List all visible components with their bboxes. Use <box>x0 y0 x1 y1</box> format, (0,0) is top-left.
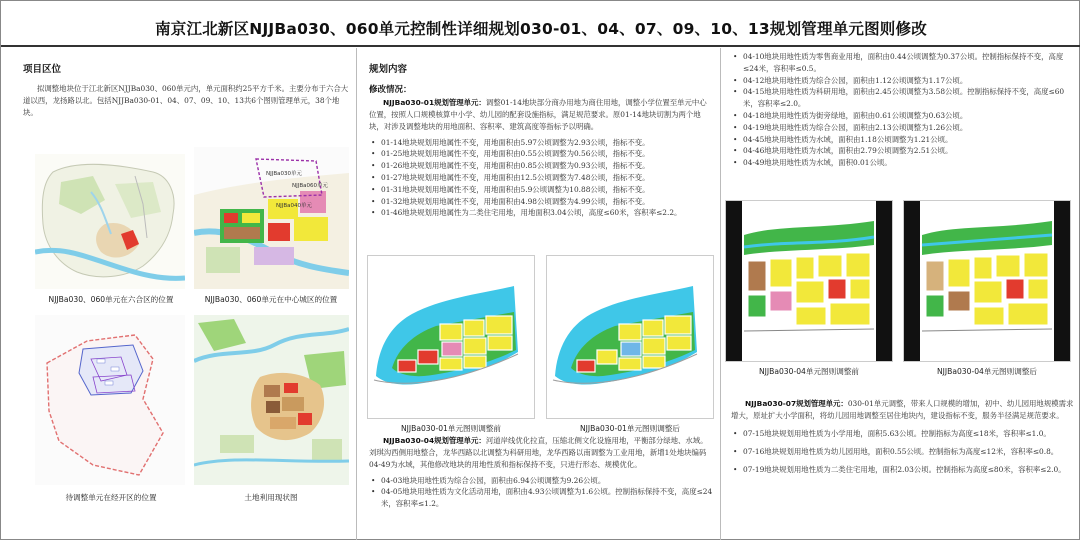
map-label-060: NJJBa060单元 <box>292 183 328 189</box>
list-item: • 01-14地块规划用地属性不变，用地面积由5.97公顷调整为2.93公顷，指标不变。 <box>369 137 713 149</box>
map-caption: NJJBa030-01单元图则调整前 <box>400 424 502 433</box>
land-parcel <box>1028 279 1048 299</box>
list-item: • 01-26地块规划用地属性不变，用地面积由0.85公顷调整为0.93公顷，指标不变。 <box>369 160 713 172</box>
land-parcel <box>442 342 462 356</box>
land-parcel <box>850 279 870 299</box>
unit-04-description <box>369 435 713 472</box>
land-parcel <box>1024 253 1048 277</box>
list-item: • 04-19地块用地性质为综合公园，面积由2.13公顷调整为1.26公顷。 <box>731 122 1075 134</box>
land-parcel <box>974 307 1004 325</box>
map-caption: NJJBa030-04单元图则调整后 <box>936 367 1038 376</box>
land-parcel <box>488 336 512 350</box>
list-item: • 04-45地块用地性质为水域，面积由1.18公顷调整为1.21公顷。 <box>731 134 1075 146</box>
unit-01-description <box>369 97 713 134</box>
land-parcel <box>464 356 486 368</box>
map-caption: 土地利用现状图 <box>244 493 298 502</box>
map-caption: NJJBa030-04单元图则调整前 <box>758 367 860 376</box>
map-edge <box>876 201 892 361</box>
land-parcel <box>748 295 766 317</box>
land-parcel <box>398 360 416 372</box>
land-parcel <box>643 320 663 336</box>
unit-04-list <box>369 475 713 510</box>
land-parcel <box>619 358 641 370</box>
list-item: • 01-46地块规划用地属性为二类住宅用地，用地面积3.04公顷，高度≤60米，容积率≤2.2。 <box>369 207 713 219</box>
unit-07-list <box>731 428 1075 475</box>
land-parcel <box>926 261 944 291</box>
luhe-location-map <box>35 154 185 289</box>
land-parcel <box>948 259 970 287</box>
unit-07-text: 030-01单元调整，带来人口规模的增加，初中、幼儿园用地规模需求增大，原址扩大小学面积，将幼儿园用地调整至居住地块内，建设指标不变，服务半径满足规范要求。 <box>731 399 1074 421</box>
map-edge <box>904 201 920 361</box>
column-divider <box>356 48 357 540</box>
land-parcel <box>846 253 870 277</box>
land-parcel <box>440 324 462 340</box>
unit-04-list-continued <box>731 51 1075 169</box>
list-item: • 04-49地块用地性质为水域，面积0.01公顷。 <box>731 157 1075 169</box>
map-label-040: NJJBa040单元 <box>276 203 312 209</box>
list-item: • 04-18地块用地性质为街旁绿地，面积由0.61公顷调整为0.63公顷。 <box>731 110 1075 122</box>
list-item: • 01-32地块规划用地属性不变，用地面积由4.98公顷调整为4.99公顷，指标不变。 <box>369 196 713 208</box>
unit-01-list <box>369 137 713 220</box>
land-parcel <box>643 338 665 354</box>
list-item: • 04-12地块用地性质为综合公园，面积由1.12公顷调整为1.17公顷。 <box>731 75 1075 87</box>
land-parcel <box>665 316 691 334</box>
map-edge <box>726 201 742 361</box>
list-item: • 04-15地块用地性质为科研用地，面积由2.45公顷调整为3.58公顷。控制指标保持不变，高度≤60米，容积率≤2.0。 <box>731 86 1075 110</box>
land-parcel <box>577 360 595 372</box>
land-parcel <box>597 350 617 364</box>
unit-01-title: NJJBa030-01规划管理单元： <box>383 98 486 107</box>
unit-04-section <box>369 435 713 510</box>
land-parcel <box>796 281 824 303</box>
land-parcel <box>440 358 462 370</box>
location-section <box>23 51 349 120</box>
land-parcel <box>830 303 870 325</box>
land-parcel <box>464 320 484 336</box>
unit-04-continued <box>731 51 1075 169</box>
list-item: • 01-31地块规划用地属性不变，用地面积由5.9公顷调整为10.88公顷，指标不变。 <box>369 184 713 196</box>
plan-content-section <box>369 51 713 219</box>
list-item: • 01-25地块规划用地属性不变，用地面积由0.55公顷调整为0.56公顷，指标不变。 <box>369 148 713 160</box>
column-divider <box>720 48 721 540</box>
list-item: • 07-19地块规划用地性质为二类住宅用地，面积2.03公顷。控制指标为高度≤80米，容积率≤2.0。 <box>731 464 1075 476</box>
unit-04-after-map <box>903 200 1071 362</box>
list-item: • 04-05地块用地性质为文化活动用地，面积由4.93公顷调整为1.6公顷。控制指标保持不变，高度≤24米，容积率≤1.2。 <box>369 486 713 510</box>
land-parcel <box>621 342 641 356</box>
list-item: • 01-27地块规划用地属性不变，用地面积由12.5公顷调整为7.48公顷，指标不变。 <box>369 172 713 184</box>
map-caption: NJJBa030-01单元图则调整后 <box>579 424 681 433</box>
land-parcel <box>464 338 486 354</box>
map-caption: NJJBa030、060单元在六合区的位置 <box>48 295 174 304</box>
section-heading: 规划内容 <box>369 64 408 75</box>
land-parcel <box>974 257 992 279</box>
list-item: • 07-16地块规划用地性质为幼儿园用地，面积0.55公顷。控制指标为高度≤12米，容积率≤0.8。 <box>731 446 1075 458</box>
unit-01-before-map <box>367 255 535 419</box>
unit-04-text: 河道岸线优化拉直，压缩北侧文化设施用地，平衡部分绿地、水域。刘琪沟西侧用地整合，龙华西路以北调整为科研用地，龙华西路以南调整为工业用地，新增1处地块编码04-49为水域，其他修改地块的用地性质和指标保持不变，只进行形态、规模优化。 <box>369 436 708 470</box>
section-heading: 项目区位 <box>23 64 62 75</box>
development-zone-map <box>35 315 185 485</box>
land-parcel <box>996 255 1020 277</box>
land-parcel <box>974 281 1002 303</box>
list-item: • 04-10地块用地性质为零售商业用地，面积由0.44公顷调整为0.37公顷。控制指标保持不变，高度≤24米，容积率≤0.5。 <box>731 51 1075 75</box>
land-parcel <box>619 324 641 340</box>
land-parcel <box>486 316 512 334</box>
map-caption: 待调整单元在经开区的位置 <box>65 493 157 502</box>
land-parcel <box>828 279 846 299</box>
unit-01-after-map <box>546 255 714 419</box>
land-parcel <box>948 291 970 311</box>
land-parcel <box>926 295 944 317</box>
land-parcel <box>418 350 438 364</box>
land-use-map <box>194 315 349 485</box>
unit-07-description <box>731 398 1075 422</box>
subheading: 修改情况： <box>369 85 412 95</box>
unit-01-text: 调整01-14地块部分商办用地为商住用地，调整小学位置至单元中心位置，按照人口规模核算中小学、幼儿园的配套设施指标，满足规范要求。原01-14地块切割为两个地块，对涉及调整地块的用地面积、容积率、建筑高度等指标予以明确。 <box>369 98 707 132</box>
land-parcel <box>770 259 792 287</box>
unit-04-title: NJJBa030-04规划管理单元： <box>383 436 486 445</box>
unit-07-section <box>731 398 1075 476</box>
land-parcel <box>818 255 842 277</box>
land-parcel <box>796 307 826 325</box>
central-city-map <box>194 147 349 289</box>
list-item: • 04-03地块用地性质为综合公园，面积由6.94公顷调整为9.26公顷。 <box>369 475 713 487</box>
title-rule <box>1 45 1080 47</box>
land-parcel <box>770 291 792 311</box>
list-item: • 04-46地块用地性质为水域，面积由2.79公顷调整为2.51公顷。 <box>731 145 1075 157</box>
land-parcel <box>1008 303 1048 325</box>
unit-07-title: NJJBa030-07规划管理单元： <box>745 399 848 408</box>
land-parcel <box>1006 279 1024 299</box>
land-parcel <box>796 257 814 279</box>
map-caption: NJJBa030、060单元在中心城区的位置 <box>204 295 338 304</box>
land-parcel <box>748 261 766 291</box>
list-item: • 07-15地块规划用地性质为小学用地，面积5.63公顷。控制指标为高度≤18米，容积率≤1.0。 <box>731 428 1075 440</box>
land-parcel <box>643 356 665 368</box>
page-title: 南京江北新区NJJBa030、060单元控制性详细规划030-01、04、07、09、10、13规划管理单元图则修改 <box>155 20 927 38</box>
land-parcel <box>667 336 691 350</box>
location-intro: 拟调整地块位于江北新区NJJBa030、060单元内，单元面积约25平方千米。主要分布于六合大道以西，龙扬路以北。包括NJJBa030-01、04、07、09、10、13共6个图则管理单元，38个地块。 <box>23 84 349 118</box>
map-label-030: NJJBa030单元 <box>266 171 302 177</box>
unit-04-before-map <box>725 200 893 362</box>
map-edge <box>1054 201 1070 361</box>
